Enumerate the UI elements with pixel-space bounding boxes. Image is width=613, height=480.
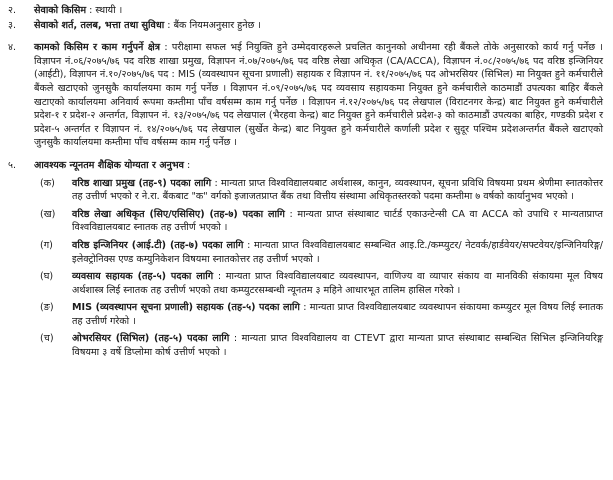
section-title: आवश्यक न्यूनतम शैक्षिक योग्यता र अनुभव: [34, 159, 184, 171]
section-text: : स्थायी ।: [89, 5, 123, 16]
section-content: [34, 41, 603, 150]
section-number: ४.: [8, 42, 17, 54]
qualification-body: [72, 239, 603, 266]
qualification-text: : मान्यता प्राप्त विश्वविद्यालय वा CTEVT द्वारा मान्यता प्राप्त संस्थाबाट सम्बन्धित सिभिल इन्जिनियरिङ्ग विषयमा ३ वर्षे डिप्लोमा कोर्ष उत्तीर्ण भएको ।: [72, 333, 603, 359]
qualification-item-overseer-civil: [32, 332, 603, 359]
section-service-terms: [6, 19, 603, 33]
qualification-text: : मान्यता प्राप्त संस्थाबाट चार्टर्ड एकाउन्टेन्सी CA वा ACCA को उपाधि र मान्यताप्राप्त विश्वविद्यालयबाट स्नातक तह उत्तीर्ण भएको ।: [72, 208, 603, 234]
section-qualifications: [6, 159, 603, 173]
section-content: [34, 4, 603, 18]
qualification-text: : मान्यता प्राप्त विश्वविद्यालयबाट व्यवस्थापन, वाणिज्य वा व्यापार संकाय वा मानविकी संकायमा मूल विषय अर्थशास्त्र लिई स्नातक तह उत्तीर्ण भएको तथा कम्प्युटरसम्बन्धी न्यूनतम ३ महिने आधारभूत तालिम हासिल गरेको ।: [72, 271, 603, 296]
qualification-item-senior-accounts-officer: [32, 208, 603, 235]
qualification-mark: (ख): [40, 208, 56, 220]
qualification-title: व्यवसाय सहायक (तह-५) पदका लागि: [72, 271, 214, 283]
qualification-body: [72, 270, 603, 297]
qualification-mark: (घ): [40, 271, 54, 283]
qualification-title: ओभरसियर (सिभिल) (तह-५) पदका लागि: [72, 333, 230, 345]
qualification-text: : मान्यता प्राप्त विश्वविद्यालयबाट सम्बन्धित आइ.टि./कम्प्युटर/ नेटवर्क/हार्डवेयर/सफ्टवेयर/इन्जिनियरिङ्ग/इलेक्ट्रोनिक्स एण्ड कम्युनिकेशन विषयमा स्नातकोत्तर तह उत्तीर्ण भएको ।: [72, 239, 603, 265]
qualification-mark: (ङ): [40, 302, 54, 314]
section-title: कामको किसिम र काम गर्नुपर्ने क्षेत्र: [34, 42, 161, 54]
section-title: सेवाको किसिम: [34, 5, 87, 16]
qualification-text: : मान्यता प्राप्त विश्वविद्यालयबाट व्यवस्थापन संकायमा कम्प्युटर मूल विषय लिई स्नातक तह उत्तीर्ण गरेको ।: [72, 302, 603, 327]
section-content: [34, 159, 603, 173]
section-title: सेवाको शर्त, तलब, भत्ता तथा सुविधा: [34, 19, 165, 31]
section-number: ५.: [8, 159, 17, 171]
qualification-title: MIS (व्यवस्थापन सूचना प्रणाली) सहायक (तह-५) पदका लागि: [72, 302, 300, 314]
qualification-item-senior-branch-chief: [32, 177, 603, 204]
section-work-nature: [6, 41, 603, 150]
qualification-mark: (च): [40, 333, 54, 345]
qualification-title: वरिष्ठ लेखा अधिकृत (सिए/एसिसिए) (तह-७) पदका लागि: [72, 208, 285, 220]
section-number: २.: [8, 5, 17, 16]
section-text: : परीक्षामा सफल भई नियुक्ति हुने उम्मेदवारहरूले प्रचलित कानुनको अधीनमा रही बैंकले तोके अनुसारको कार्य गर्नु पर्नेछ । विज्ञापन नं.०६/२०७५/७६ पद वरिष्ठ शाखा प्रमुख, विज्ञापन नं.०७/२०७५/७६ पद वरिष्ठ लेखा अधिकृत (CA/ACCA), विज्ञापन नं.०८/२०७५/७६ पद वरिष्ठ इन्जिनियर (आईटी), विज्ञापन नं.१०/२०७५/७६ पद : MIS (व्यवस्थापन सूचना प्रणाली) सहायक र विज्ञापन नं. ११/२०७५/७६ पद ओभरसियर (सिभिल) मा नियुक्त हुने कर्मचारीले बैंकले खटाएको जुनसुकै कार्यालयमा काम गर्नु पर्नेछ । विज्ञापन नं.०९/२०७५/७६ पद व्यवसाय सहायकमा नियुक्त हुने कर्मचारीले काठमाडौं उपत्यका बाहिर बैंकले खटाएको कार्यालयमा अनिवार्य रूपमा कम्तीमा पाँच वर्षसम्म काम गर्नु पर्नेछ । विज्ञापन नं.१२/२०७५/७६ पद लेखपाल (विराटनगर केन्द्र) बाट नियुक्त हुने कर्मचारीले प्रदेश-१ र प्रदेश-२ अन्तर्गत, विज्ञापन नं. १३/२०७५/७६ पद लेखपाल (भैरहवा केन्द्र) बाट नियुक्त हुने कर्मचारीले प्रदेश-३ को काठमाडौं उपत्यका बाहिर, गण्डकी प्रदेश र प्रदेश-५ अन्तर्गत र विज्ञापन नं. १४/२०७५/७६ पद लेखपाल (सुर्खेत केन्द्र) बाट नियुक्त हुने कर्मचारीले कर्णाली प्रदेश र सुदूर पश्चिम प्रदेशअन्तर्गत बैंकले खटाएको जुनसुकै कार्यालयमा कम्तीमा पाँच वर्षसम्म काम गर्नु पर्नेछ ।: [34, 42, 603, 149]
qualification-item-senior-engineer-it: [32, 239, 603, 266]
qualification-body: [72, 177, 603, 204]
section-text: :: [187, 159, 191, 171]
qualification-body: [72, 208, 603, 235]
qualification-title: वरिष्ठ इन्जिनियर (आई.टी) (तह-७) पदका लागि: [72, 239, 244, 251]
section-number: ३.: [8, 19, 17, 31]
section-content: [34, 19, 603, 33]
qualification-item-business-assistant: [32, 270, 603, 297]
qualification-body: [72, 332, 603, 359]
qualification-mark: (ग): [40, 239, 53, 251]
qualification-body: [72, 301, 603, 328]
section-service-type: [6, 4, 603, 18]
qualification-title: वरिष्ठ शाखा प्रमुख (तह-९) पदका लागि: [72, 177, 212, 189]
qualification-item-mis-assistant: [32, 301, 603, 328]
qualification-mark: (क): [40, 177, 55, 189]
qualification-text: : मान्यता प्राप्त विश्वविद्यालयबाट अर्थशास्त्र, कानुन, व्यवस्थापन, सूचना प्रविधि विषयमा प्रथम श्रेणीमा स्नातकोत्तर तह उत्तीर्ण भएको र ने.रा. बैंकबाट "क" वर्गको इजाजतप्राप्त बैंक तथा वित्तीय संस्थामा अधिकृतस्तरको पदमा कम्तीमा ७ वर्षको कार्यानुभव भएको ।: [72, 177, 603, 203]
section-text: : बैंक नियमअनुसार हुनेछ ।: [167, 19, 262, 31]
